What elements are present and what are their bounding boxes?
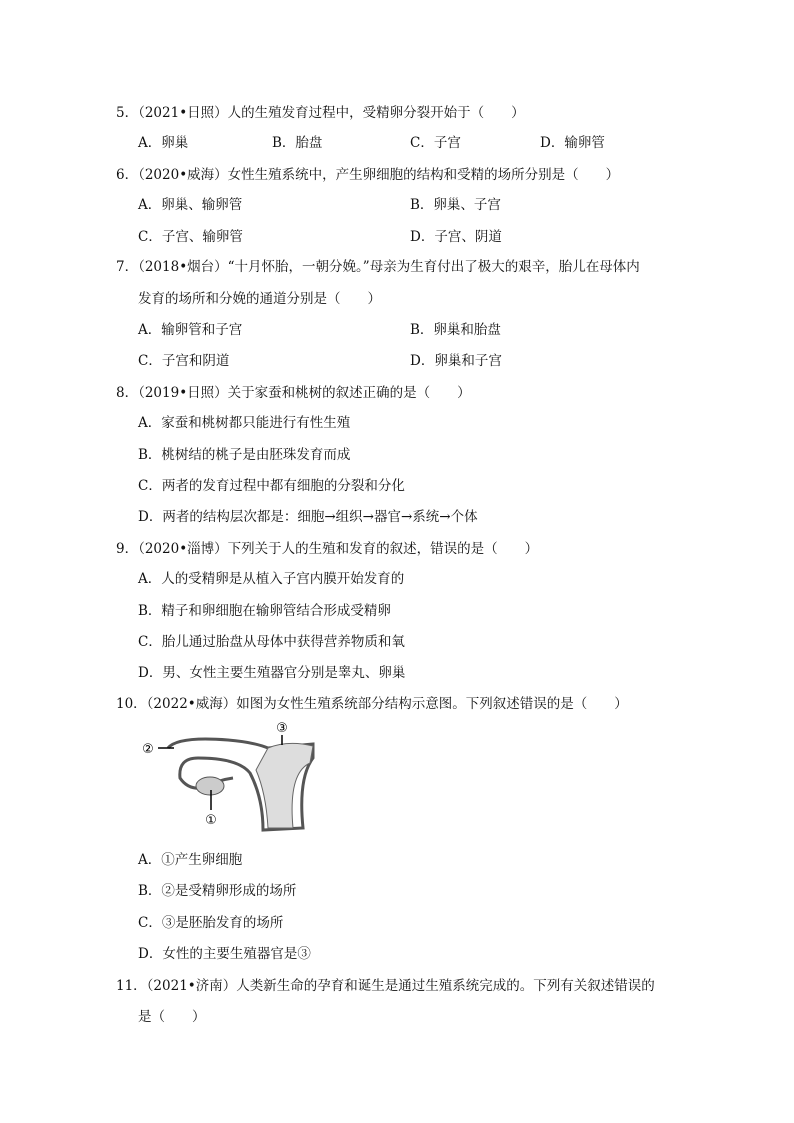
question-stem-cont: 发育的场所和分娩的通道分别是（ ） xyxy=(138,291,381,307)
option-a: A．家蚕和桃树都只能进行有性生殖 xyxy=(138,415,351,431)
label-2: ② xyxy=(142,742,154,757)
question-stem: 11．（2021•济南）人类新生命的孕育和诞生是通过生殖系统完成的。下列有关叙述错误的 xyxy=(116,978,655,994)
option-b: B．卵巢和胎盘 xyxy=(410,322,501,338)
option-b: B．精子和卵细胞在输卵管结合形成受精卵 xyxy=(138,603,391,619)
option-c: C．两者的发育过程中都有细胞的分裂和分化 xyxy=(138,478,405,494)
option-b: B．胎盘 xyxy=(272,135,323,151)
label-3: ③ xyxy=(276,721,288,736)
question-stem-cont: 是（ ） xyxy=(138,1009,206,1025)
question-stem: 6．（2020•威海）女性生殖系统中，产生卵细胞的结构和受精的场所分别是（ ） xyxy=(116,167,620,183)
option-c: C．子宫、输卵管 xyxy=(138,229,243,245)
option-d: D．卵巢和子宫 xyxy=(410,353,502,369)
option-a: A．输卵管和子宫 xyxy=(138,322,243,338)
question-stem: 5．（2021•日照）人的生殖发育过程中，受精卵分裂开始于（ ） xyxy=(116,105,525,121)
option-d: D．子宫、阴道 xyxy=(410,229,502,245)
option-d: D．两者的结构层次都是：细胞→组织→器官→系统→个体 xyxy=(138,509,478,525)
option-c: C．子宫 xyxy=(410,135,461,151)
option-c: C．胎儿通过胎盘从母体中获得营养物质和氧 xyxy=(138,634,405,650)
option-b: B．桃树结的桃子是由胚珠发育而成 xyxy=(138,447,351,463)
option-b: B．②是受精卵形成的场所 xyxy=(138,883,297,899)
question-stem: 7．（2018•烟台）“十月怀胎，一朝分娩。”母亲为生育付出了极大的艰辛，胎儿在母体内 xyxy=(116,259,640,275)
option-a: A．①产生卵细胞 xyxy=(138,852,243,868)
question-stem: 8．（2019•日照）关于家蚕和桃树的叙述正确的是（ ） xyxy=(116,385,471,401)
option-c: C．子宫和阴道 xyxy=(138,353,230,369)
option-a: A．人的受精卵是从植入子宫内膜开始发育的 xyxy=(138,571,405,587)
female-reproductive-diagram xyxy=(138,718,328,838)
option-a: A．卵巢 xyxy=(138,135,189,151)
question-stem: 9．（2020•淄博）下列关于人的生殖和发育的叙述，错误的是（ ） xyxy=(116,541,539,557)
option-d: D．女性的主要生殖器官是③ xyxy=(138,946,311,962)
question-stem: 10．（2022•威海）如图为女性生殖系统部分结构示意图。下列叙述错误的是（ ） xyxy=(116,696,628,712)
option-b: B．卵巢、子宫 xyxy=(410,197,501,213)
option-d: D．男、女性主要生殖器官分别是睾丸、卵巢 xyxy=(138,665,406,681)
option-c: C．③是胚胎发育的场所 xyxy=(138,915,284,931)
option-d: D．输卵管 xyxy=(540,135,605,151)
option-a: A．卵巢、输卵管 xyxy=(138,197,243,213)
label-1: ① xyxy=(205,813,217,828)
